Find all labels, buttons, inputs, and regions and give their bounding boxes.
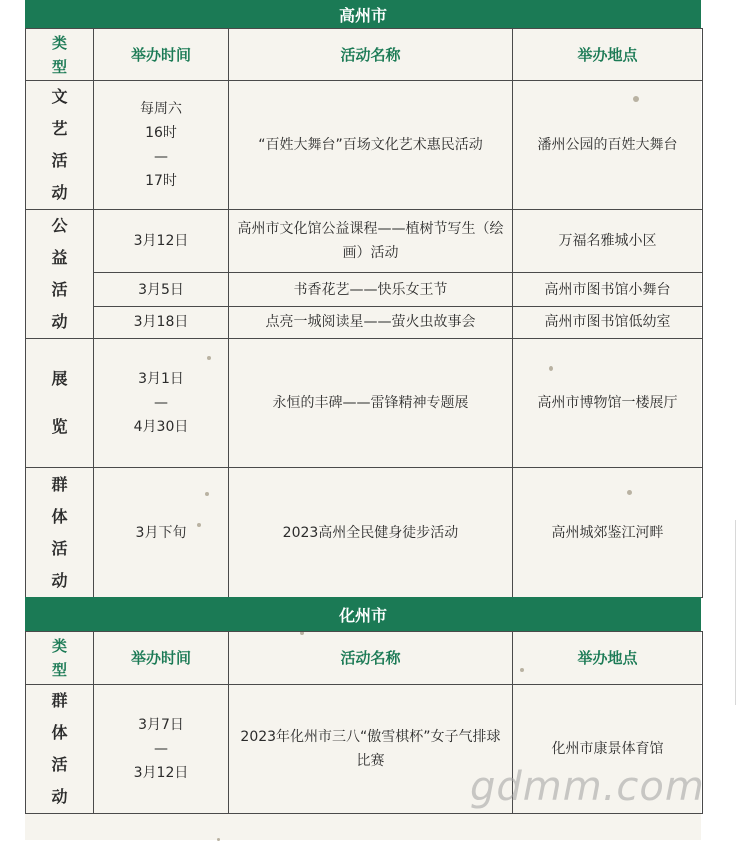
header-name: 活动名称: [229, 29, 513, 81]
table-row: [26, 468, 703, 598]
category-cell: 展览: [26, 339, 94, 468]
paper-speck: [217, 838, 220, 841]
time-cell: 3月5日: [94, 273, 229, 306]
time-cell: 3月1日 — 4月30日: [94, 339, 229, 468]
place-cell: 高州市图书馆低幼室: [513, 306, 703, 338]
watermark-text: gdmm.com: [470, 764, 705, 810]
activity-name-cell: 永恒的丰碑——雷锋精神专题展: [229, 339, 513, 468]
header-type: 类型: [26, 632, 94, 685]
header-time: 举办时间: [94, 632, 229, 685]
header-place: 举办地点: [513, 632, 703, 685]
activity-name-cell: 2023年化州市三八“傲雪棋杯”女子气排球比赛: [229, 685, 513, 814]
place-cell: 高州城郊鉴江河畔: [513, 468, 703, 598]
activity-name-cell: 高州市文化馆公益课程——植树节写生（绘画）活动: [229, 210, 513, 273]
header-type: 类型: [26, 29, 94, 81]
activity-name-cell: “百姓大舞台”百场文化艺术惠民活动: [229, 81, 513, 210]
place-cell: 万福名雅城小区: [513, 210, 703, 273]
header-time: 举办时间: [94, 29, 229, 81]
table-row: [26, 273, 703, 306]
activity-table-gaozhou: [25, 28, 703, 598]
section-header-gaozhou: 高州市: [25, 0, 701, 28]
page-edge-line: [735, 520, 736, 705]
time-cell: 每周六 16时 — 17时: [94, 81, 229, 210]
time-cell: 3月12日: [94, 210, 229, 273]
place-cell: 化州市康景体育馆: [513, 685, 703, 814]
table-row: [26, 81, 703, 210]
time-cell: 3月18日: [94, 306, 229, 338]
table-row: [26, 306, 703, 338]
section-header-huazhou: 化州市: [25, 597, 701, 631]
time-cell: 3月下旬: [94, 468, 229, 598]
category-cell: 公益活动: [26, 210, 94, 339]
category-cell: 文艺活动: [26, 81, 94, 210]
place-cell: 潘州公园的百姓大舞台: [513, 81, 703, 210]
activity-name-cell: 2023高州全民健身徒步活动: [229, 468, 513, 598]
activity-name-cell: 书香花艺——快乐女王节: [229, 273, 513, 306]
header-place: 举办地点: [513, 29, 703, 81]
place-cell: 高州市图书馆小舞台: [513, 273, 703, 306]
header-name: 活动名称: [229, 632, 513, 685]
place-cell: 高州市博物馆一楼展厅: [513, 339, 703, 468]
category-cell: 群体活动: [26, 468, 94, 598]
table-row: [26, 339, 703, 468]
table-header-row: [26, 632, 703, 685]
category-cell: 群体活动: [26, 685, 94, 814]
time-cell: 3月7日 — 3月12日: [94, 685, 229, 814]
activity-name-cell: 点亮一城阅读星——萤火虫故事会: [229, 306, 513, 338]
table-header-row: [26, 29, 703, 81]
table-row: [26, 210, 703, 273]
